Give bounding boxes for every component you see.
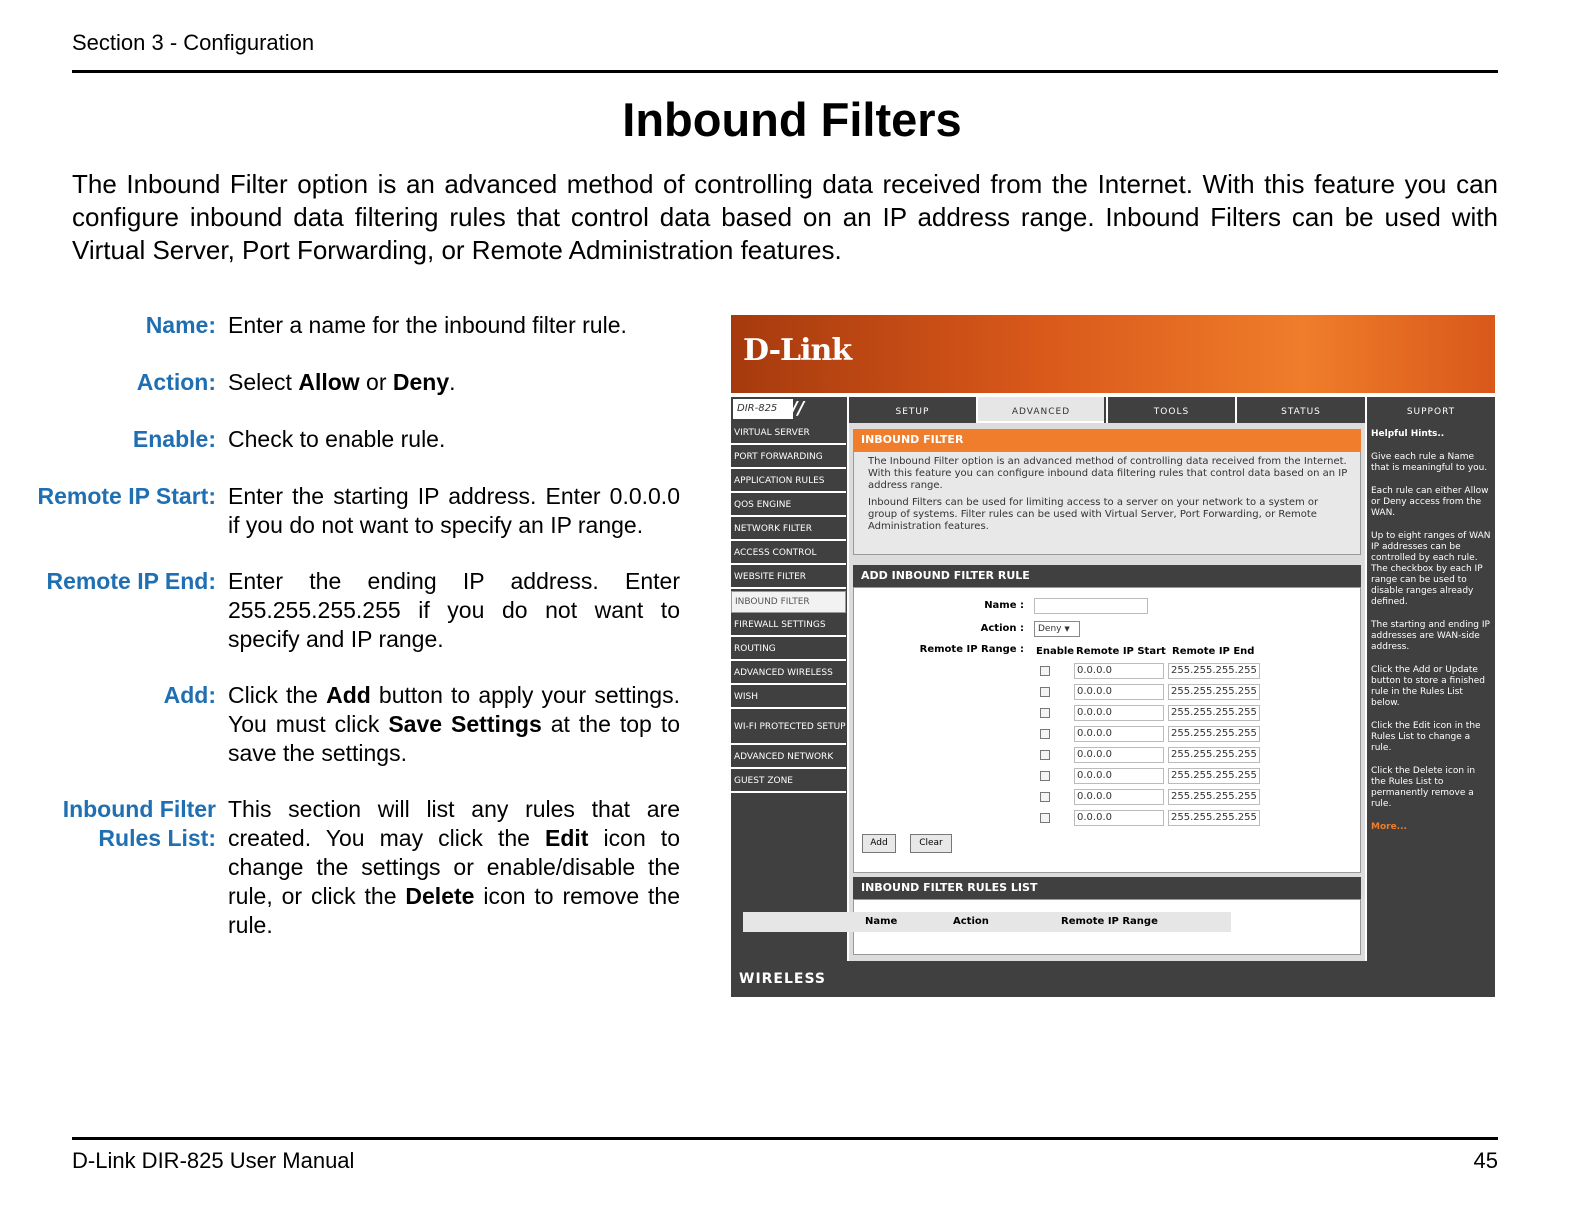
col-remote-ip-end: Remote IP End bbox=[1172, 646, 1255, 657]
enable-checkbox[interactable] bbox=[1040, 813, 1050, 823]
def-action bbox=[20, 368, 680, 397]
dlink-banner bbox=[731, 315, 1495, 393]
term-action: Action: bbox=[136, 369, 216, 395]
term-remote-ip-end: Remote IP End: bbox=[46, 568, 216, 594]
hint-item: Give each rule a Name that is meaningful to you. bbox=[1371, 452, 1488, 473]
desc-rules-bold-delete: Delete bbox=[405, 883, 475, 909]
ip-end-input[interactable]: 255.255.255.255 bbox=[1168, 810, 1260, 826]
info-paragraph-1: The Inbound Filter option is an advanced method of controlling data received from the Internet. With this feature you can configure inbound data filtering rules that control data based on an IP address range. bbox=[868, 456, 1348, 491]
rules-col-remote-ip-range: Remote IP Range bbox=[1061, 916, 1158, 927]
page-number: 45 bbox=[1473, 1148, 1498, 1173]
rules-list-table-header bbox=[743, 912, 1231, 932]
clear-button[interactable]: Clear bbox=[910, 834, 952, 853]
slashes-decoration: // bbox=[791, 398, 805, 419]
desc-add-bold-add: Add bbox=[326, 682, 371, 708]
ip-end-input[interactable]: 255.255.255.255 bbox=[1168, 768, 1260, 784]
enable-checkbox[interactable] bbox=[1040, 666, 1050, 676]
sidebar-item-application-rules[interactable]: APPLICATION RULES bbox=[731, 471, 846, 493]
page-title: Inbound Filters bbox=[622, 93, 962, 146]
tab-advanced[interactable]: ADVANCED bbox=[976, 397, 1104, 423]
sidebar-item-virtual-server[interactable]: VIRTUAL SERVER bbox=[731, 423, 846, 445]
desc-name: Enter a name for the inbound filter rule. bbox=[228, 312, 627, 338]
col-enable: Enable bbox=[1036, 646, 1075, 657]
range-label: Remote IP Range : bbox=[919, 644, 1024, 655]
add-rule-header: ADD INBOUND FILTER RULE bbox=[853, 565, 1361, 587]
ip-start-input[interactable]: 0.0.0.0 bbox=[1074, 768, 1164, 784]
desc-add bbox=[228, 681, 680, 768]
rules-list-header: INBOUND FILTER RULES LIST bbox=[853, 877, 1361, 899]
section-label: Section 3 - Configuration bbox=[72, 30, 315, 55]
intro-paragraph: The Inbound Filter option is an advanced method of controlling data received from the Internet. With this feature you can configure inbound data filtering rules that control data based on an IP address range. Inbound Filters can be used with Virtual Server, Port Forwarding, or Remote Administration features. bbox=[72, 169, 1498, 265]
tab-setup[interactable]: SETUP bbox=[847, 397, 976, 423]
action-select[interactable] bbox=[1034, 621, 1080, 637]
tab-status[interactable]: STATUS bbox=[1235, 397, 1365, 423]
dlink-logo: D-Link bbox=[743, 333, 852, 368]
ip-start-input[interactable]: 0.0.0.0 bbox=[1074, 747, 1164, 763]
rules-col-action: Action bbox=[953, 916, 989, 927]
info-paragraph-2: Inbound Filters can be used for limiting access to a server on your network to a system or group of systems. Filter rules can be used with Virtual Server, Port Forwarding, or Remote Administration features. bbox=[868, 497, 1319, 532]
hints-title: Helpful Hints.. bbox=[1371, 429, 1445, 439]
sidebar-item-network-filter[interactable]: NETWORK FILTER bbox=[731, 519, 846, 541]
hint-item: Each rule can either Allow or Deny access from the WAN. bbox=[1371, 486, 1489, 518]
ip-end-input[interactable]: 255.255.255.255 bbox=[1168, 747, 1260, 763]
term-add: Add: bbox=[163, 682, 216, 708]
sidebar-item-website-filter[interactable]: WEBSITE FILTER bbox=[731, 567, 846, 589]
term-enable: Enable: bbox=[132, 426, 216, 452]
ip-start-input[interactable]: 0.0.0.0 bbox=[1074, 726, 1164, 742]
desc-add-bold-save: Save Settings bbox=[388, 711, 542, 737]
hint-item: The starting and ending IP addresses are WAN-side address. bbox=[1371, 620, 1490, 652]
term-remote-ip-start: Remote IP Start: bbox=[37, 483, 216, 509]
desc-action-post: . bbox=[449, 369, 456, 395]
top-nav bbox=[731, 397, 1495, 423]
sidebar-item-qos-engine[interactable]: QOS ENGINE bbox=[731, 495, 846, 517]
enable-checkbox[interactable] bbox=[1040, 750, 1050, 760]
ip-end-input[interactable]: 255.255.255.255 bbox=[1168, 726, 1260, 742]
name-input[interactable] bbox=[1034, 598, 1148, 614]
term-rules-list-line2: Rules List: bbox=[98, 825, 216, 851]
enable-checkbox[interactable] bbox=[1040, 771, 1050, 781]
action-label: Action : bbox=[980, 623, 1024, 634]
sidebar-item-port-forwarding[interactable]: PORT FORWARDING bbox=[731, 447, 846, 469]
enable-checkbox[interactable] bbox=[1040, 729, 1050, 739]
ip-end-input[interactable]: 255.255.255.255 bbox=[1168, 663, 1260, 679]
tab-tools[interactable]: TOOLS bbox=[1106, 397, 1235, 423]
name-label: Name : bbox=[984, 600, 1024, 611]
def-rules-list bbox=[20, 795, 680, 940]
def-add bbox=[20, 681, 680, 768]
desc-rules-mid: icon to change the settings or enable/disable the rule, or click the bbox=[228, 825, 680, 909]
add-button[interactable]: Add bbox=[862, 834, 896, 853]
bottom-rule bbox=[72, 1137, 1498, 1140]
hint-item: Up to eight ranges of WAN IP addresses can be controlled by each rule. The checkbox by each IP range can be used to disable ranges already defined. bbox=[1371, 531, 1491, 607]
router-screenshot bbox=[731, 315, 1495, 997]
rules-col-name: Name bbox=[865, 916, 898, 927]
hints-more-link[interactable]: More... bbox=[1371, 822, 1407, 832]
hint-item: Click the Edit icon in the Rules List to change a rule. bbox=[1371, 721, 1481, 753]
ip-start-input[interactable]: 0.0.0.0 bbox=[1074, 810, 1164, 826]
enable-checkbox[interactable] bbox=[1040, 687, 1050, 697]
def-remote-ip-end bbox=[20, 567, 680, 654]
ui-footer-bar bbox=[731, 961, 1495, 997]
ip-start-input[interactable]: 0.0.0.0 bbox=[1074, 789, 1164, 805]
desc-add-pre: Click the bbox=[228, 682, 327, 708]
ip-start-input[interactable]: 0.0.0.0 bbox=[1074, 705, 1164, 721]
col-remote-ip-start: Remote IP Start bbox=[1076, 646, 1166, 657]
hint-item: Click the Delete icon in the Rules List to permanently remove a rule. bbox=[1371, 766, 1476, 809]
def-name bbox=[20, 311, 680, 340]
desc-add-post: at the top to save the settings. bbox=[228, 711, 681, 766]
ip-start-input[interactable]: 0.0.0.0 bbox=[1074, 663, 1164, 679]
inbound-filter-info bbox=[853, 451, 1361, 555]
enable-checkbox[interactable] bbox=[1040, 792, 1050, 802]
desc-rules-bold-edit: Edit bbox=[545, 825, 589, 851]
desc-action-pre: Select bbox=[228, 369, 299, 395]
sidebar-item-access-control[interactable]: ACCESS CONTROL bbox=[731, 543, 846, 565]
footer-manual-title: D-Link DIR-825 User Manual bbox=[72, 1148, 355, 1173]
inbound-filter-header: INBOUND FILTER bbox=[853, 429, 1361, 451]
sidebar-item-routing[interactable]: ROUTING bbox=[731, 639, 846, 661]
desc-add-mid: button to apply your settings. You must click bbox=[228, 682, 680, 737]
hint-item: Click the Add or Update button to store a finished rule in the Rules List below. bbox=[1371, 665, 1485, 708]
desc-remote-ip-end: Enter the ending IP address. Enter 255.255.255.255 if you do not want to specify and IP range. bbox=[228, 568, 680, 652]
ip-end-input[interactable]: 255.255.255.255 bbox=[1168, 789, 1260, 805]
helpful-hints bbox=[1367, 423, 1495, 961]
desc-rules-post: icon to remove the rule. bbox=[228, 883, 680, 938]
def-remote-ip-start bbox=[20, 482, 680, 540]
term-rules-list bbox=[20, 795, 228, 940]
sidebar-item-advanced-wireless[interactable]: ADVANCED WIRELESS bbox=[731, 663, 846, 685]
def-enable bbox=[20, 425, 680, 454]
desc-remote-ip-start: Enter the starting IP address. Enter 0.0.0.0 if you do not want to specify an IP range. bbox=[228, 483, 680, 538]
desc-action-mid: or bbox=[359, 369, 393, 395]
desc-enable: Check to enable rule. bbox=[228, 426, 446, 452]
action-select-value: Deny bbox=[1038, 624, 1062, 634]
wireless-logo: WIRELESS bbox=[739, 971, 827, 987]
chevron-down-icon: ▼ bbox=[1064, 625, 1070, 633]
sidebar-item-inbound-filter[interactable]: INBOUND FILTER bbox=[731, 591, 846, 613]
ip-end-input[interactable]: 255.255.255.255 bbox=[1168, 684, 1260, 700]
desc-action-allow: Allow bbox=[298, 369, 360, 395]
sidebar-item-advanced-network[interactable]: ADVANCED NETWORK bbox=[731, 747, 846, 769]
desc-rules-pre: This section will list any rules that are created. You may click the bbox=[228, 796, 680, 851]
desc-action-deny: Deny bbox=[392, 369, 450, 395]
ip-end-input[interactable]: 255.255.255.255 bbox=[1168, 705, 1260, 721]
desc-rules-list bbox=[228, 795, 680, 940]
ip-start-input[interactable]: 0.0.0.0 bbox=[1074, 684, 1164, 700]
sidebar-item-wifi-protected-setup[interactable]: WI-FI PROTECTED SETUP bbox=[731, 711, 846, 745]
model-label: DIR-825 bbox=[733, 399, 793, 419]
main-content bbox=[849, 423, 1365, 961]
term-rules-list-line1: Inbound Filter bbox=[62, 796, 216, 822]
sidebar-item-wish[interactable]: WISH bbox=[731, 687, 846, 709]
tab-support[interactable]: SUPPORT bbox=[1365, 397, 1495, 423]
sidebar-item-firewall-settings[interactable]: FIREWALL SETTINGS bbox=[731, 615, 846, 637]
top-rule bbox=[72, 70, 1498, 73]
enable-checkbox[interactable] bbox=[1040, 708, 1050, 718]
sidebar-item-guest-zone[interactable]: GUEST ZONE bbox=[731, 771, 846, 793]
add-rule-panel bbox=[853, 587, 1361, 873]
term-name: Name: bbox=[145, 312, 216, 338]
sidebar bbox=[731, 423, 847, 961]
desc-action bbox=[228, 368, 680, 397]
